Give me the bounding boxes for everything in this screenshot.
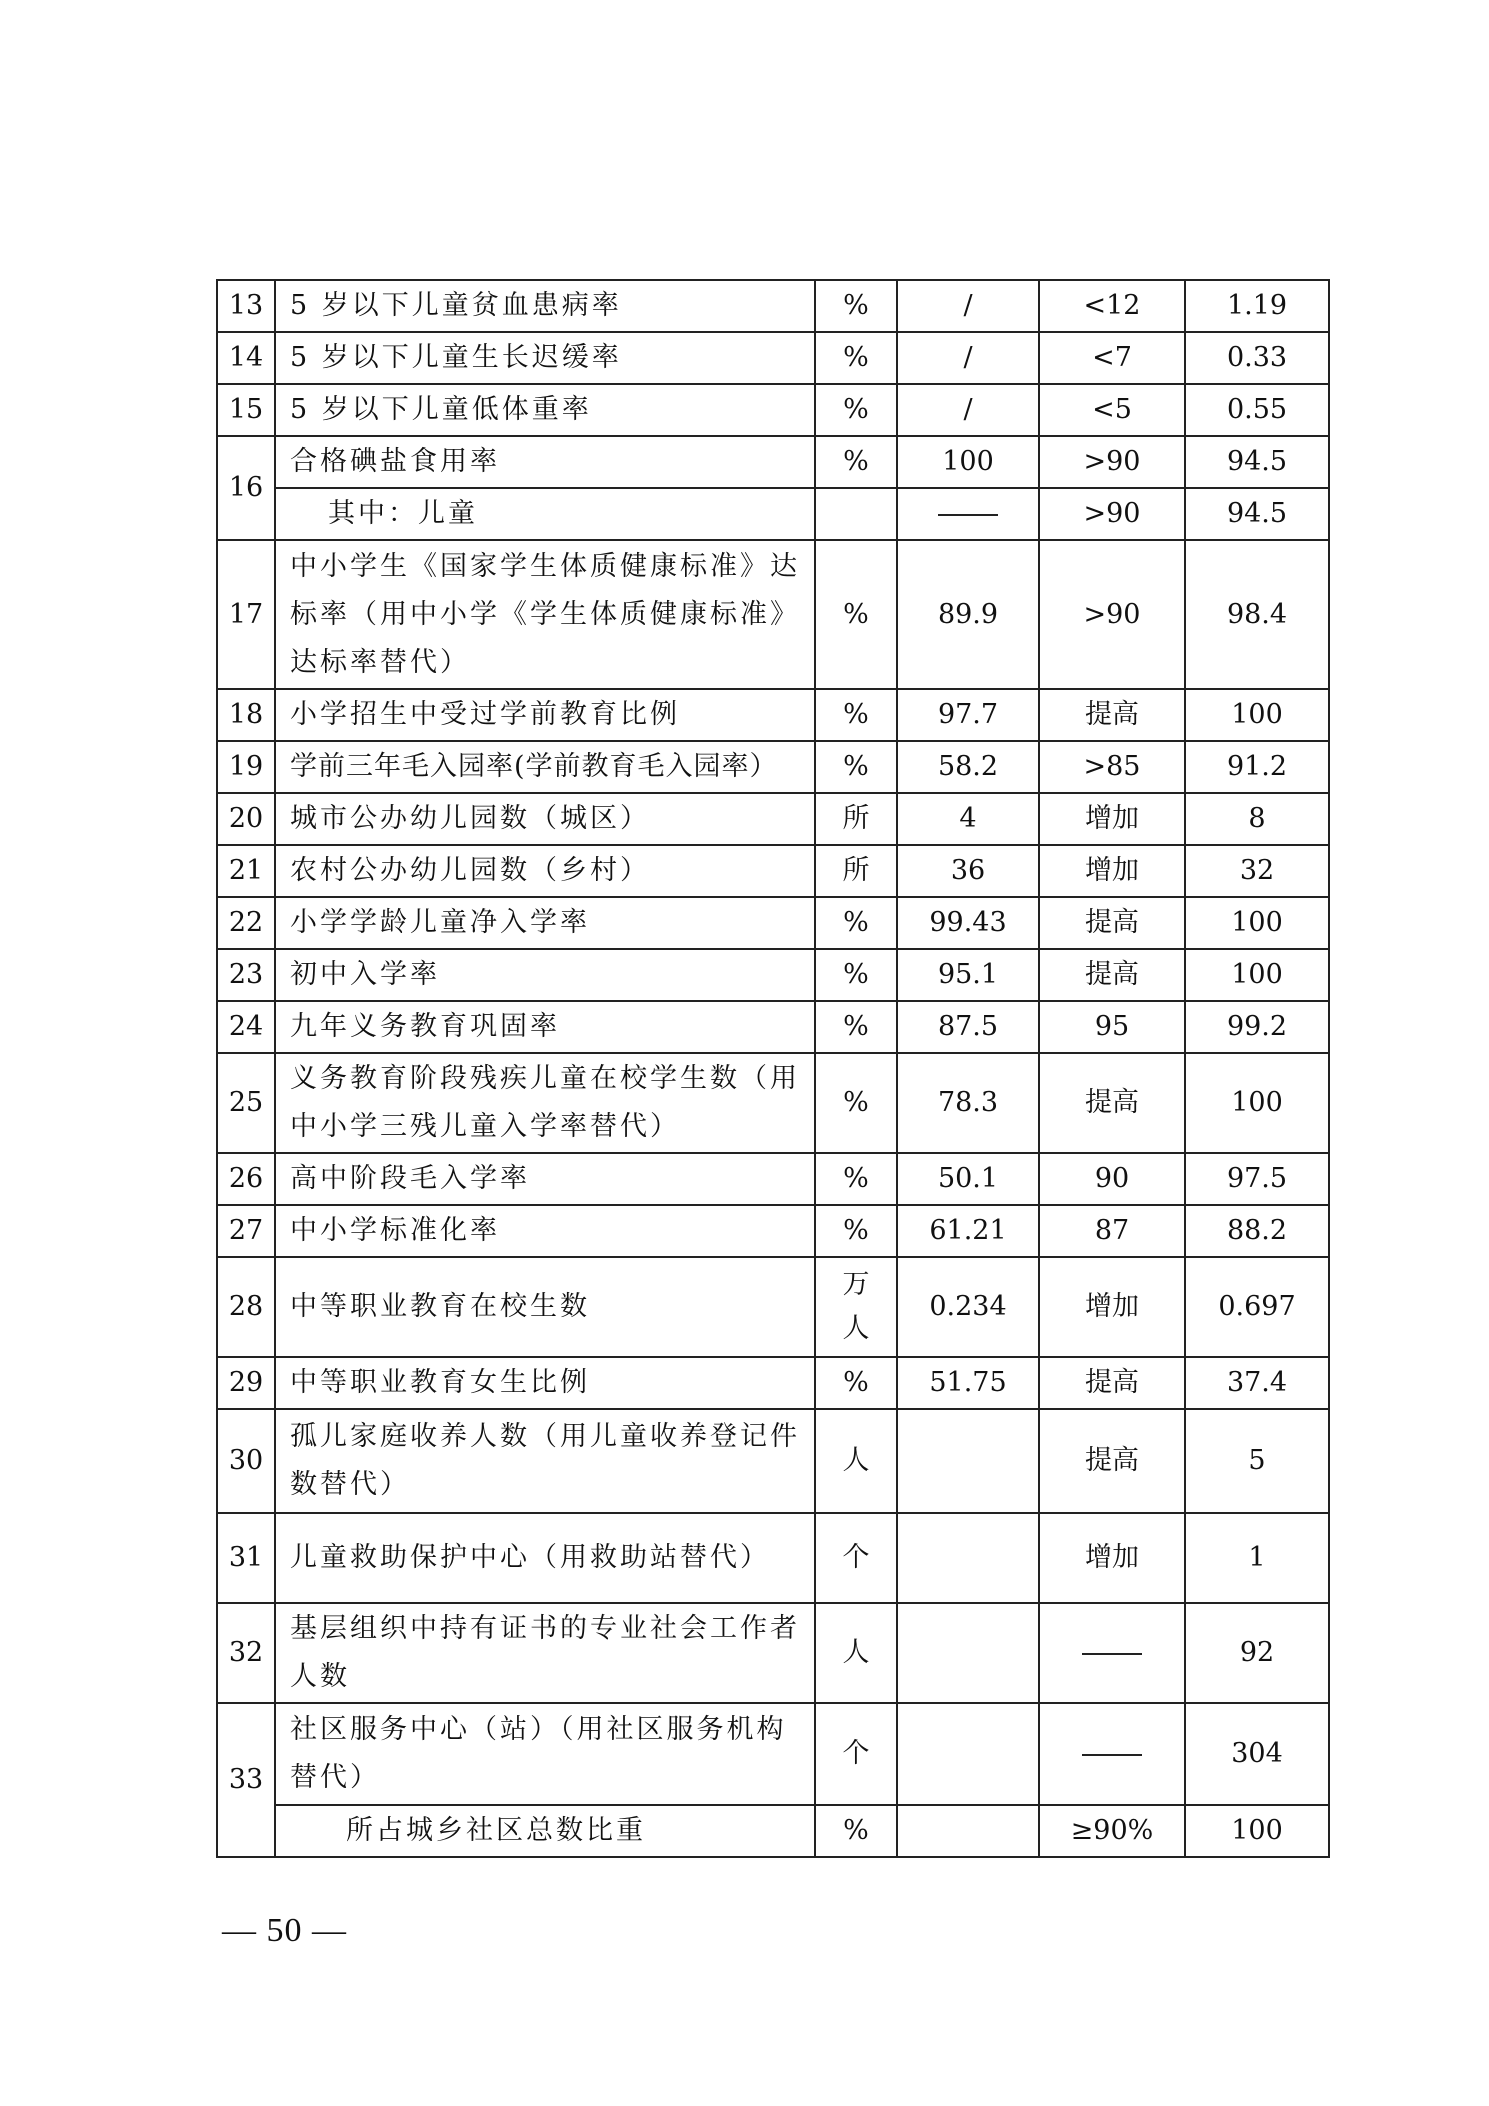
base-value: / [897, 332, 1039, 384]
base-value [897, 1805, 1039, 1857]
base-value [897, 1409, 1039, 1513]
row-number: 15 [217, 384, 275, 436]
actual-value: 37.4 [1185, 1357, 1329, 1409]
actual-value: 304 [1185, 1703, 1329, 1805]
row-number: 33 [217, 1703, 275, 1857]
table-row [217, 1205, 1329, 1257]
base-value [897, 1603, 1039, 1703]
target-value: <12 [1039, 280, 1185, 332]
table-row [217, 689, 1329, 741]
target-value: 提高 [1039, 1053, 1185, 1153]
table-row [217, 793, 1329, 845]
base-value: 78.3 [897, 1053, 1039, 1153]
target-value: 提高 [1039, 1409, 1185, 1513]
row-number: 26 [217, 1153, 275, 1205]
indicator-name: 农村公办幼儿园数（乡村） [275, 845, 815, 897]
row-number: 19 [217, 741, 275, 793]
actual-value: 0.55 [1185, 384, 1329, 436]
row-number: 29 [217, 1357, 275, 1409]
unit-cell: 个 [815, 1703, 897, 1805]
dash-mark [938, 514, 998, 516]
actual-value: 88.2 [1185, 1205, 1329, 1257]
row-number: 17 [217, 540, 275, 689]
table-row [217, 384, 1329, 436]
indicator-name: 合格碘盐食用率 [275, 436, 815, 488]
actual-value: 91.2 [1185, 741, 1329, 793]
indicator-name: 学前三年毛入园率(学前教育毛入园率） [275, 741, 815, 793]
indicator-name: 孤儿家庭收养人数（用儿童收养登记件数替代） [275, 1409, 815, 1513]
table-row [217, 436, 1329, 488]
base-value: 97.7 [897, 689, 1039, 741]
base-value [897, 1703, 1039, 1805]
target-value: 提高 [1039, 897, 1185, 949]
row-number: 24 [217, 1001, 275, 1053]
unit-cell: % [815, 384, 897, 436]
table-row [217, 1513, 1329, 1603]
dash-mark [1082, 1754, 1142, 1756]
unit-cell: % [815, 897, 897, 949]
unit-cell: % [815, 1153, 897, 1205]
actual-value: 100 [1185, 897, 1329, 949]
unit-cell: % [815, 540, 897, 689]
indicator-table [216, 279, 1330, 1858]
table-row [217, 897, 1329, 949]
unit-cell [815, 488, 897, 540]
table-row [217, 1001, 1329, 1053]
target-value: 增加 [1039, 1257, 1185, 1357]
table-row [217, 1153, 1329, 1205]
actual-value: 99.2 [1185, 1001, 1329, 1053]
indicator-name: 5 岁以下儿童低体重率 [275, 384, 815, 436]
actual-value: 92 [1185, 1603, 1329, 1703]
unit-cell: % [815, 280, 897, 332]
actual-value: 100 [1185, 689, 1329, 741]
actual-value: 100 [1185, 1053, 1329, 1153]
actual-value: 32 [1185, 845, 1329, 897]
unit-cell: 人 [815, 1603, 897, 1703]
table-row [217, 1409, 1329, 1513]
actual-value: 1 [1185, 1513, 1329, 1603]
base-value: 100 [897, 436, 1039, 488]
base-value: 61.21 [897, 1205, 1039, 1257]
unit-cell: % [815, 1205, 897, 1257]
target-value: 提高 [1039, 949, 1185, 1001]
row-number: 27 [217, 1205, 275, 1257]
indicator-name: 中小学生《国家学生体质健康标准》达标率（用中小学《学生体质健康标准》达标率替代） [275, 540, 815, 689]
target-value: 90 [1039, 1153, 1185, 1205]
unit-cell: % [815, 1805, 897, 1857]
actual-value: 0.697 [1185, 1257, 1329, 1357]
table-row [217, 1805, 1329, 1857]
base-value: 4 [897, 793, 1039, 845]
unit-cell: 个 [815, 1513, 897, 1603]
row-number: 16 [217, 436, 275, 540]
actual-value: 5 [1185, 1409, 1329, 1513]
table-row [217, 280, 1329, 332]
row-number: 18 [217, 689, 275, 741]
table-row [217, 741, 1329, 793]
indicator-name: 中小学标准化率 [275, 1205, 815, 1257]
target-value [1039, 1603, 1185, 1703]
row-number: 28 [217, 1257, 275, 1357]
table-row [217, 488, 1329, 540]
table-row [217, 1703, 1329, 1805]
indicator-name: 小学招生中受过学前教育比例 [275, 689, 815, 741]
indicator-name: 社区服务中心（站）（用社区服务机构替代） [275, 1703, 815, 1805]
indicator-name: 5 岁以下儿童贫血患病率 [275, 280, 815, 332]
indicator-name: 儿童救助保护中心（用救助站替代） [275, 1513, 815, 1603]
base-value: / [897, 280, 1039, 332]
target-value: ≥90% [1039, 1805, 1185, 1857]
dash-mark [1082, 1653, 1142, 1655]
indicator-name: 5 岁以下儿童生长迟缓率 [275, 332, 815, 384]
indicator-name: 义务教育阶段残疾儿童在校学生数（用中小学三残儿童入学率替代） [275, 1053, 815, 1153]
base-value: / [897, 384, 1039, 436]
actual-value: 100 [1185, 949, 1329, 1001]
target-value: 增加 [1039, 793, 1185, 845]
target-value: 提高 [1039, 689, 1185, 741]
indicator-name: 九年义务教育巩固率 [275, 1001, 815, 1053]
table-row [217, 1053, 1329, 1153]
unit-cell: 所 [815, 793, 897, 845]
unit-cell: % [815, 949, 897, 1001]
table-row [217, 845, 1329, 897]
actual-value: 100 [1185, 1805, 1329, 1857]
indicator-name: 城市公办幼儿园数（城区） [275, 793, 815, 845]
row-number: 25 [217, 1053, 275, 1153]
indicator-name: 小学学龄儿童净入学率 [275, 897, 815, 949]
row-number: 22 [217, 897, 275, 949]
target-value: 87 [1039, 1205, 1185, 1257]
row-number: 30 [217, 1409, 275, 1513]
actual-value: 1.19 [1185, 280, 1329, 332]
actual-value: 98.4 [1185, 540, 1329, 689]
base-value: 87.5 [897, 1001, 1039, 1053]
indicator-name: 其中：儿童 [275, 488, 815, 540]
unit-cell: 所 [815, 845, 897, 897]
unit-cell: % [815, 1357, 897, 1409]
table-row [217, 949, 1329, 1001]
row-number: 14 [217, 332, 275, 384]
unit-cell: % [815, 1053, 897, 1153]
page-number: — 50 — [222, 1912, 347, 1949]
base-value: 58.2 [897, 741, 1039, 793]
unit-cell: 万人 [815, 1257, 897, 1357]
table-row [217, 332, 1329, 384]
target-value: 95 [1039, 1001, 1185, 1053]
indicator-name: 中等职业教育女生比例 [275, 1357, 815, 1409]
actual-value: 94.5 [1185, 436, 1329, 488]
indicator-name: 中等职业教育在校生数 [275, 1257, 815, 1357]
base-value: 89.9 [897, 540, 1039, 689]
table-row [217, 540, 1329, 689]
target-value: <7 [1039, 332, 1185, 384]
indicator-name: 所占城乡社区总数比重 [275, 1805, 815, 1857]
base-value: 50.1 [897, 1153, 1039, 1205]
target-value: >90 [1039, 540, 1185, 689]
target-value [1039, 1703, 1185, 1805]
indicator-name: 高中阶段毛入学率 [275, 1153, 815, 1205]
unit-cell: % [815, 332, 897, 384]
target-value: 提高 [1039, 1357, 1185, 1409]
actual-value: 0.33 [1185, 332, 1329, 384]
target-value: <5 [1039, 384, 1185, 436]
target-value: >90 [1039, 488, 1185, 540]
unit-cell: % [815, 436, 897, 488]
row-number: 13 [217, 280, 275, 332]
indicator-name: 初中入学率 [275, 949, 815, 1001]
unit-cell: % [815, 1001, 897, 1053]
target-value: 增加 [1039, 845, 1185, 897]
actual-value: 97.5 [1185, 1153, 1329, 1205]
table-row [217, 1603, 1329, 1703]
base-value: 99.43 [897, 897, 1039, 949]
row-number: 20 [217, 793, 275, 845]
table-row [217, 1357, 1329, 1409]
target-value: 增加 [1039, 1513, 1185, 1603]
base-value: 51.75 [897, 1357, 1039, 1409]
base-value [897, 488, 1039, 540]
base-value: 36 [897, 845, 1039, 897]
row-number: 21 [217, 845, 275, 897]
unit-cell: 人 [815, 1409, 897, 1513]
base-value: 95.1 [897, 949, 1039, 1001]
unit-cell: % [815, 689, 897, 741]
actual-value: 8 [1185, 793, 1329, 845]
base-value: 0.234 [897, 1257, 1039, 1357]
unit-cell: % [815, 741, 897, 793]
base-value [897, 1513, 1039, 1603]
actual-value: 94.5 [1185, 488, 1329, 540]
row-number: 23 [217, 949, 275, 1001]
target-value: >90 [1039, 436, 1185, 488]
target-value: >85 [1039, 741, 1185, 793]
table-row [217, 1257, 1329, 1357]
row-number: 31 [217, 1513, 275, 1603]
indicator-name: 基层组织中持有证书的专业社会工作者人数 [275, 1603, 815, 1703]
row-number: 32 [217, 1603, 275, 1703]
